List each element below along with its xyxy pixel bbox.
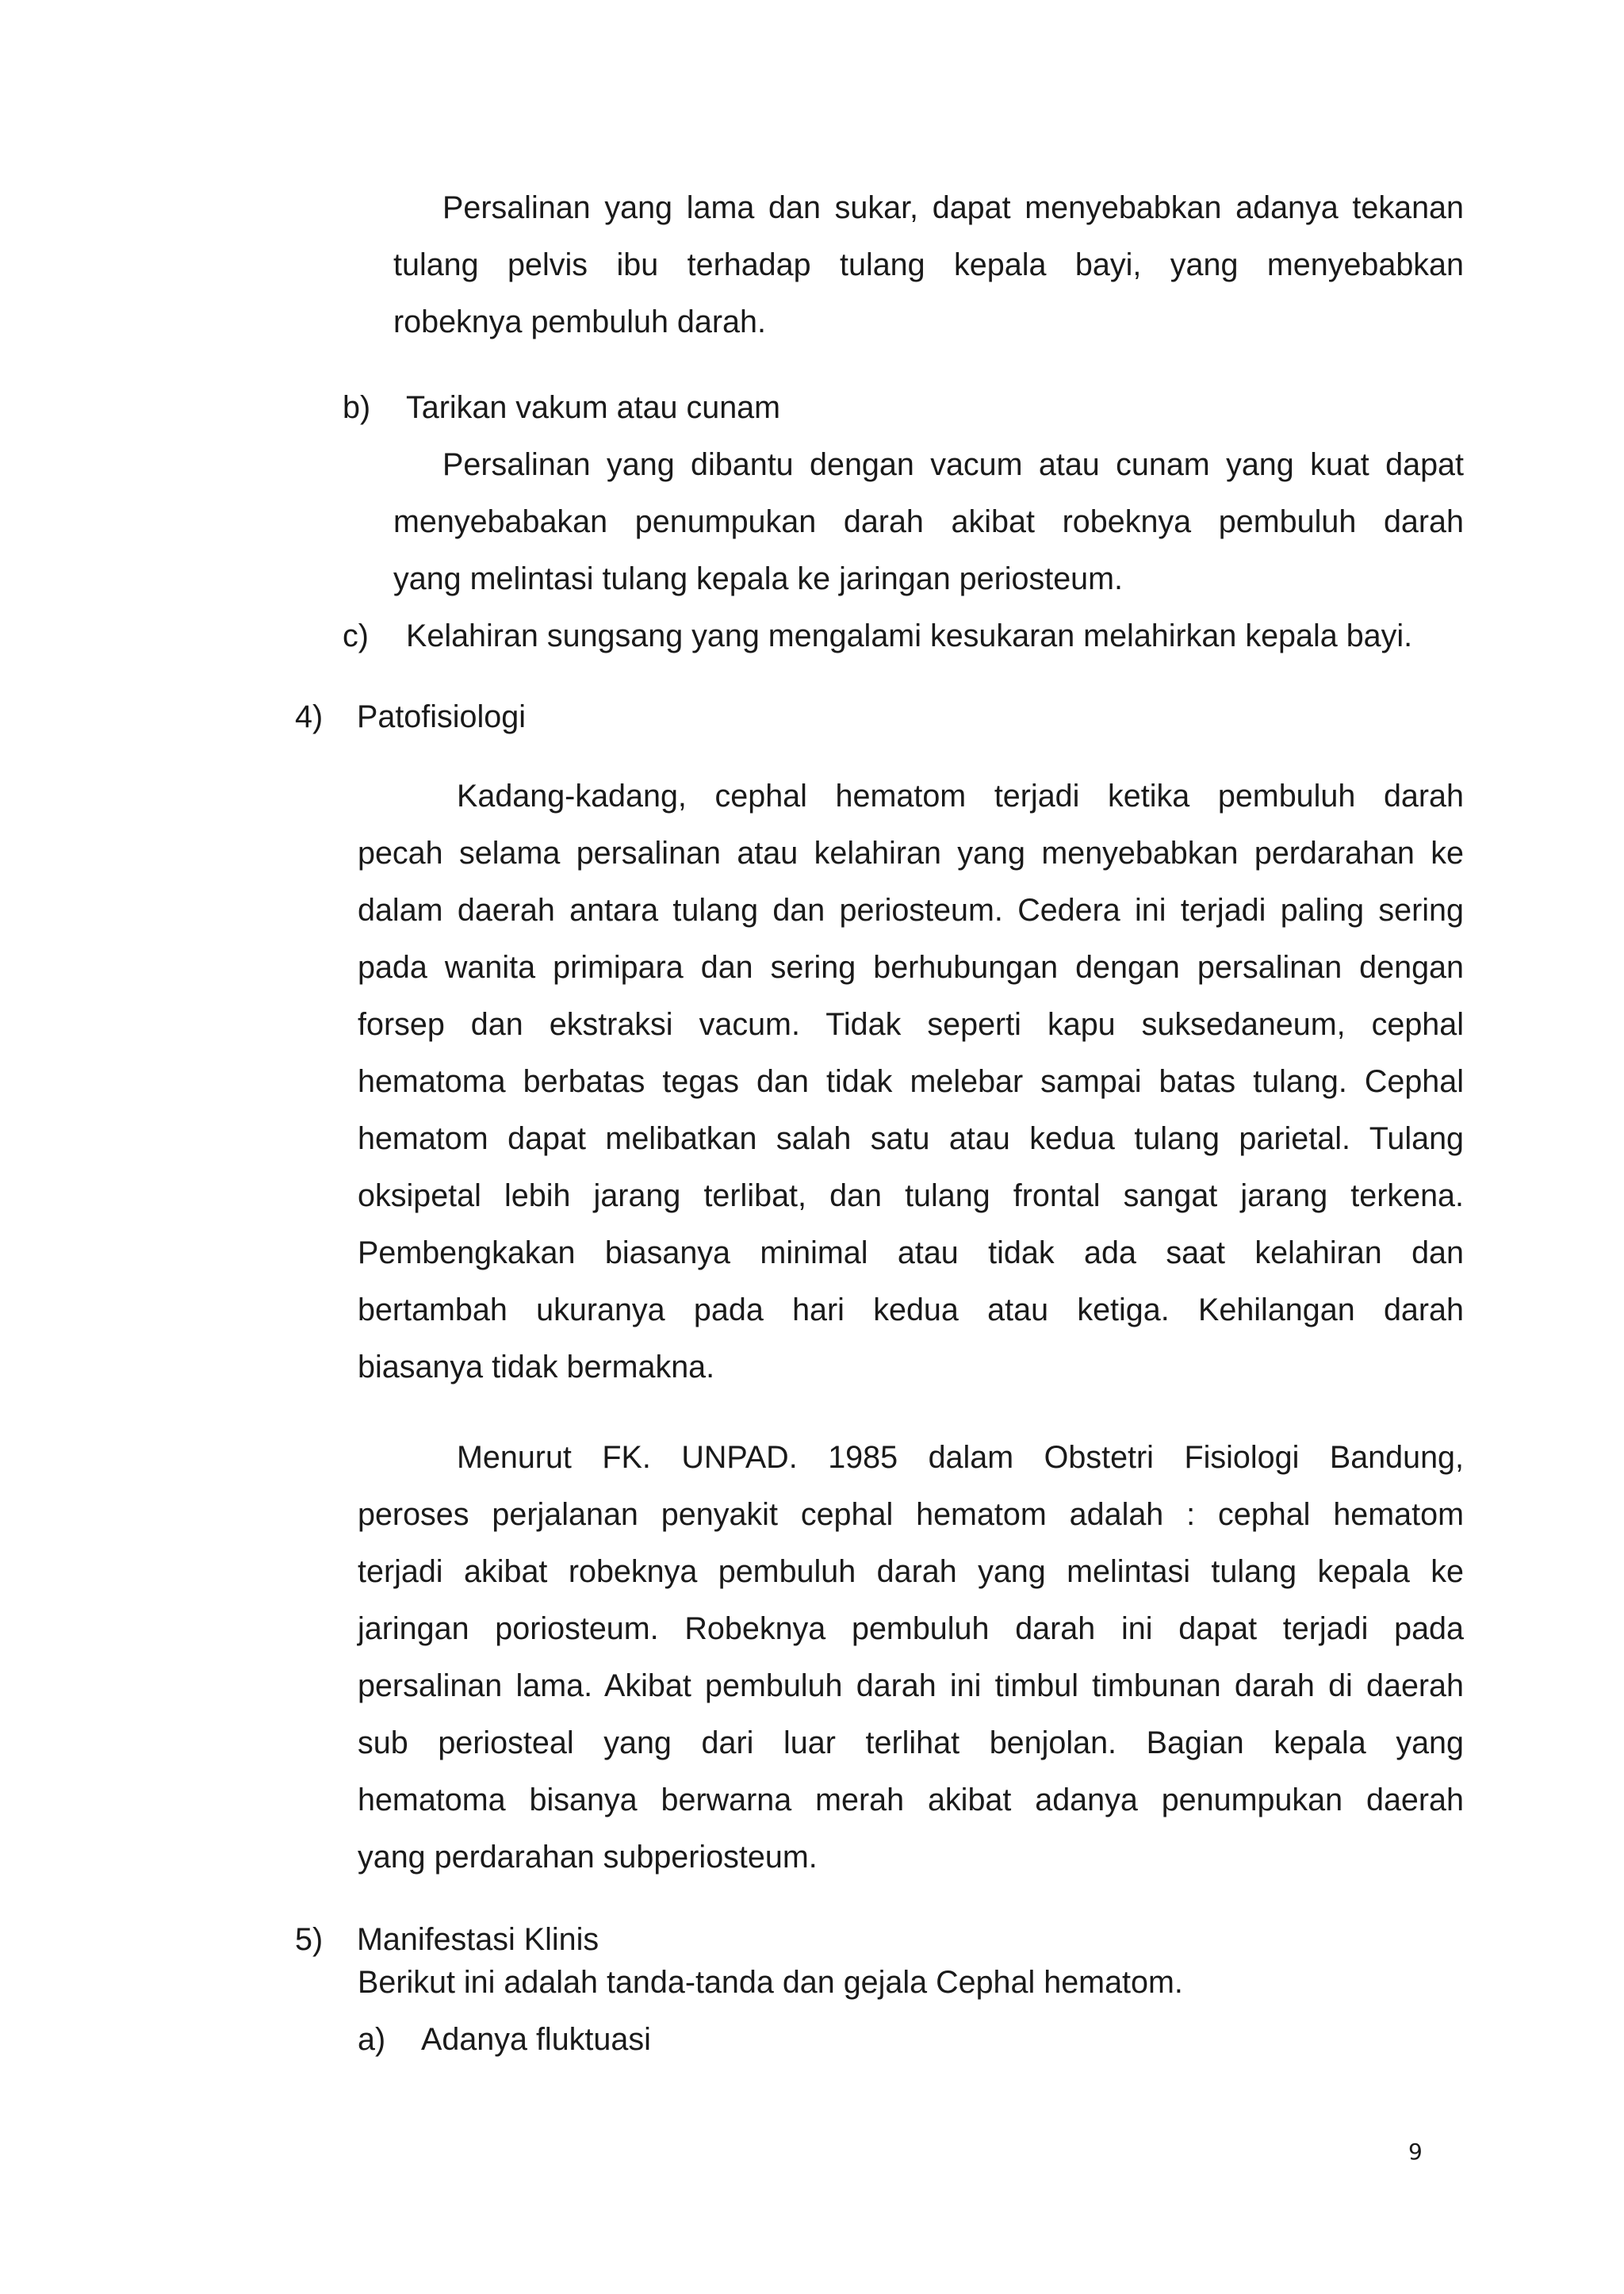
text-line: biasanya tidak bermakna. — [358, 1350, 715, 1384]
text-line: jaringan poriosteum. Robeknya pembuluh darah ini dapat terjadi pada — [358, 1611, 1464, 1646]
list-marker-a: a) — [358, 2022, 386, 2057]
text-line: peroses perjalanan penyakit cephal hematom adalah : cephal hematom — [358, 1497, 1464, 1532]
text-line: persalinan lama. Akibat pembuluh darah ini timbul timbunan darah di daerah — [358, 1668, 1464, 1703]
text-line: Menurut FK. UNPAD. 1985 dalam Obstetri Fisiologi Bandung, — [457, 1440, 1464, 1475]
text-line: terjadi akibat robeknya pembuluh darah yang melintasi tulang kepala ke — [358, 1554, 1464, 1589]
text-line: yang perdarahan subperiosteum. — [358, 1840, 818, 1875]
text-line: Persalinan yang lama dan sukar, dapat menyebabkan adanya tekanan — [442, 190, 1464, 225]
paragraph-patofisiologi-1 — [358, 768, 1464, 1396]
text-line: bertambah ukuranya pada hari kedua atau ketiga. Kehilangan darah — [358, 1293, 1464, 1327]
section-heading-manifestasi-klinis: Manifestasi Klinis — [357, 1922, 599, 1957]
subheading-tarikan-vakum: Tarikan vakum atau cunam — [406, 390, 781, 425]
text-line: Kadang-kadang, cephal hematom terjadi ketika pembuluh darah — [457, 779, 1464, 814]
text-line: tulang pelvis ibu terhadap tulang kepala bayi, yang menyebabkan — [393, 247, 1464, 282]
section-number-4: 4) — [295, 699, 324, 734]
text-line: Persalinan yang dibantu dengan vacum atau cunam yang kuat dapat — [442, 447, 1464, 482]
text-line: Pembengkakan biasanya minimal atau tidak ada saat kelahiran dan — [358, 1235, 1464, 1270]
intro-manifestasi: Berikut ini adalah tanda-tanda dan gejala Cephal hematom. — [358, 1965, 1183, 2000]
text-line: pecah selama persalinan atau kelahiran yang menyebabkan perdarahan ke — [358, 836, 1464, 871]
text-line: sub periosteal yang dari luar terlihat benjolan. Bagian kepala yang — [358, 1725, 1464, 1760]
section-number-5: 5) — [295, 1922, 324, 1957]
section-heading-patofisiologi: Patofisiologi — [357, 699, 526, 734]
text-line: robeknya pembuluh darah. — [393, 304, 766, 339]
text-line: pada wanita primipara dan sering berhubungan dengan persalinan dengan — [358, 950, 1464, 985]
list-item-adanya-fluktuasi: Adanya fluktuasi — [421, 2022, 651, 2057]
list-item-kelahiran-sungsang: Kelahiran sungsang yang mengalami kesukaran melahirkan kepala bayi. — [406, 618, 1413, 653]
list-marker-c: c) — [343, 618, 369, 653]
text-line: forsep dan ekstraksi vacum. Tidak seperti kapu suksedaneum, cephal — [358, 1007, 1464, 1042]
paragraph-persalinan-lama — [393, 179, 1464, 350]
text-line: dalam daerah antara tulang dan periosteum. Cedera ini terjadi paling sering — [358, 893, 1464, 928]
text-line: oksipetal lebih jarang terlibat, dan tulang frontal sangat jarang terkena. — [358, 1178, 1464, 1213]
list-marker-b: b) — [343, 390, 371, 425]
page-number: 9 — [1408, 2139, 1423, 2165]
paragraph-tarikan-vakum — [393, 436, 1464, 607]
text-line: menyebabakan penumpukan darah akibat robeknya pembuluh darah — [393, 504, 1464, 539]
text-line: yang melintasi tulang kepala ke jaringan periosteum. — [393, 561, 1124, 596]
text-line: hematom dapat melibatkan salah satu atau kedua tulang parietal. Tulang — [358, 1121, 1464, 1156]
text-line: hematoma berbatas tegas dan tidak melebar sampai batas tulang. Cephal — [358, 1064, 1464, 1099]
paragraph-patofisiologi-2 — [358, 1429, 1464, 1886]
text-line: hematoma bisanya berwarna merah akibat adanya penumpukan daerah — [358, 1783, 1464, 1817]
